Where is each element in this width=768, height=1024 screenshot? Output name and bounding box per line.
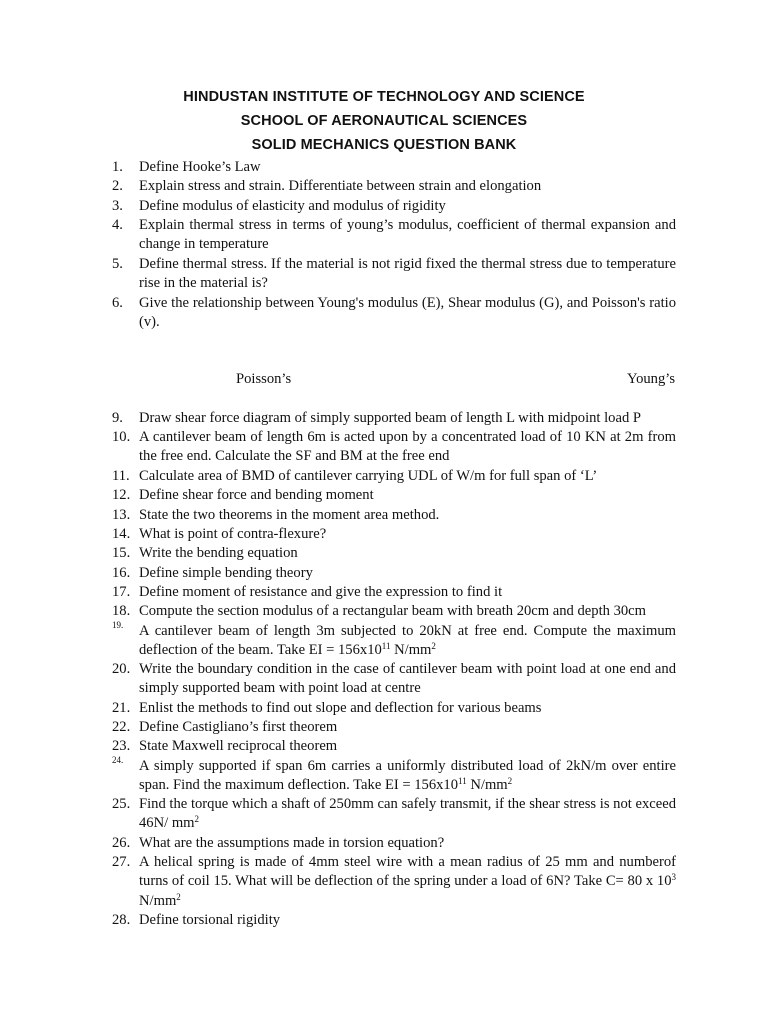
question-number: 13. xyxy=(112,507,131,523)
question-number: 24. xyxy=(112,755,124,765)
question-22 xyxy=(112,718,676,737)
question-text: Write the boundary condition in the case of cantilever beam with point load at one end and simply supported beam with point load at centre xyxy=(139,661,676,697)
question-number: 16. xyxy=(112,565,131,581)
question-number: 17. xyxy=(112,584,131,600)
question-text: Write the bending equation xyxy=(139,545,298,561)
question-text: Enlist the methods to find out slope and deflection for various beams xyxy=(139,700,542,716)
question-2 xyxy=(112,177,676,196)
question-4 xyxy=(112,216,676,255)
question-14 xyxy=(112,525,676,544)
question-text: State Maxwell reciprocal theorem xyxy=(139,738,338,754)
question-bank-title: SOLID MECHANICS QUESTION BANK xyxy=(251,137,517,153)
question-26 xyxy=(112,834,676,853)
question-11 xyxy=(112,467,676,486)
question-6 xyxy=(112,294,676,333)
question-text: Define shear force and bending moment xyxy=(139,487,374,503)
institute-title: HINDUSTAN INSTITUTE OF TECHNOLOGY AND SCIENCE xyxy=(183,89,585,105)
question-number: 28. xyxy=(112,912,131,928)
question-12 xyxy=(112,486,676,505)
question-number: 14. xyxy=(112,526,131,542)
question-15 xyxy=(112,544,676,563)
question-number: 6. xyxy=(112,295,123,311)
question-number: 11. xyxy=(112,468,130,484)
youngs-label: Young’s xyxy=(627,371,675,387)
question-text: Explain stress and strain. Differentiate between strain and elongation xyxy=(139,178,542,194)
question-number: 12. xyxy=(112,487,131,503)
question-text: Find the torque which a shaft of 250mm can safely transmit, if the shear stress is not exceed 46N/ $mm^2$ xyxy=(139,796,676,832)
question-25 xyxy=(112,795,676,834)
question-number: 15. xyxy=(112,545,131,561)
question-number: 5. xyxy=(112,256,123,272)
question-number: 4. xyxy=(112,217,123,233)
question-text: Explain thermal stress in terms of young’s modulus, coefficient of thermal expansion and change in temperature xyxy=(139,217,676,253)
question-number: 19. xyxy=(112,620,124,630)
question-text: A cantilever beam of length 3m subjected to 20kN at free end. Compute the maximum deflection of the beam. Take EI = $156x10^{11}$ $N/mm^2$ xyxy=(139,623,676,659)
question-13 xyxy=(112,506,676,525)
question-number: 22. xyxy=(112,719,131,735)
question-number: 9. xyxy=(112,410,123,426)
question-text: What is point of contra-flexure? xyxy=(139,526,327,542)
question-text: Define Hooke’s Law xyxy=(139,159,261,175)
question-number: 26. xyxy=(112,835,131,851)
question-5 xyxy=(112,255,676,294)
question-number: 18. xyxy=(112,603,131,619)
question-text: Give the relationship between Young's modulus (E), Shear modulus (G), and Poisson's ratio (v). xyxy=(139,295,676,331)
question-17 xyxy=(112,583,676,602)
question-24 xyxy=(112,757,676,796)
question-text: Calculate area of BMD of cantilever carrying UDL of W/m for full span of ‘L’ xyxy=(139,468,598,484)
question-text: A helical spring is made of 4mm steel wire with a mean radius of 25 mm and numberof turns of coil 15. What will be deflection of the spring under a load of 6N? Take C= 80 x $10^3$ $N/mm^2$ xyxy=(139,854,676,909)
question-number: 23. xyxy=(112,738,131,754)
school-title: SCHOOL OF AERONAUTICAL SCIENCES xyxy=(240,113,528,129)
question-text: Define torsional rigidity xyxy=(139,912,281,928)
poissons-label: Poisson’s xyxy=(236,371,292,387)
question-text: Define moment of resistance and give the expression to find it xyxy=(139,584,503,600)
question-text: A simply supported if span 6m carries a uniformly distributed load of 2kN/m over entire span. Find the maximum deflection. Take EI = $156x10^{11}$ $N/mm^2$ xyxy=(139,758,676,794)
question-text: Define thermal stress. If the material is not rigid fixed the thermal stress due to temperature rise in the material is? xyxy=(139,256,676,292)
question-10 xyxy=(112,428,676,467)
question-number: 10. xyxy=(112,429,131,445)
question-16 xyxy=(112,564,676,583)
question-number: 27. xyxy=(112,854,131,870)
question-19 xyxy=(112,622,676,661)
question-text: Define Castigliano’s first theorem xyxy=(139,719,338,735)
question-18 xyxy=(112,602,676,621)
question-23 xyxy=(112,737,676,756)
question-text: Define modulus of elasticity and modulus of rigidity xyxy=(139,198,446,214)
question-27 xyxy=(112,853,676,911)
question-number: 3. xyxy=(112,198,123,214)
question-21 xyxy=(112,699,676,718)
question-number: 21. xyxy=(112,700,131,716)
question-text: A cantilever beam of length 6m is acted upon by a concentrated load of 10 KN at 2m from the free end. Calculate the SF and BM at the free end xyxy=(139,429,676,465)
question-text: Draw shear force diagram of simply supported beam of length L with midpoint load P xyxy=(139,410,642,426)
question-number: 2. xyxy=(112,178,123,194)
question-text: Compute the section modulus of a rectangular beam with breath 20cm and depth 30cm xyxy=(139,603,646,619)
question-text: State the two theorems in the moment area method. xyxy=(139,507,440,523)
question-text: What are the assumptions made in torsion equation? xyxy=(139,835,445,851)
question-3 xyxy=(112,197,676,216)
question-28 xyxy=(112,911,676,930)
question-1 xyxy=(112,158,676,177)
question-text: Define simple bending theory xyxy=(139,565,313,581)
question-9 xyxy=(112,409,676,428)
question-number: 20. xyxy=(112,661,131,677)
question-20 xyxy=(112,660,676,699)
question-number: 1. xyxy=(112,159,123,175)
question-number: 25. xyxy=(112,796,131,812)
